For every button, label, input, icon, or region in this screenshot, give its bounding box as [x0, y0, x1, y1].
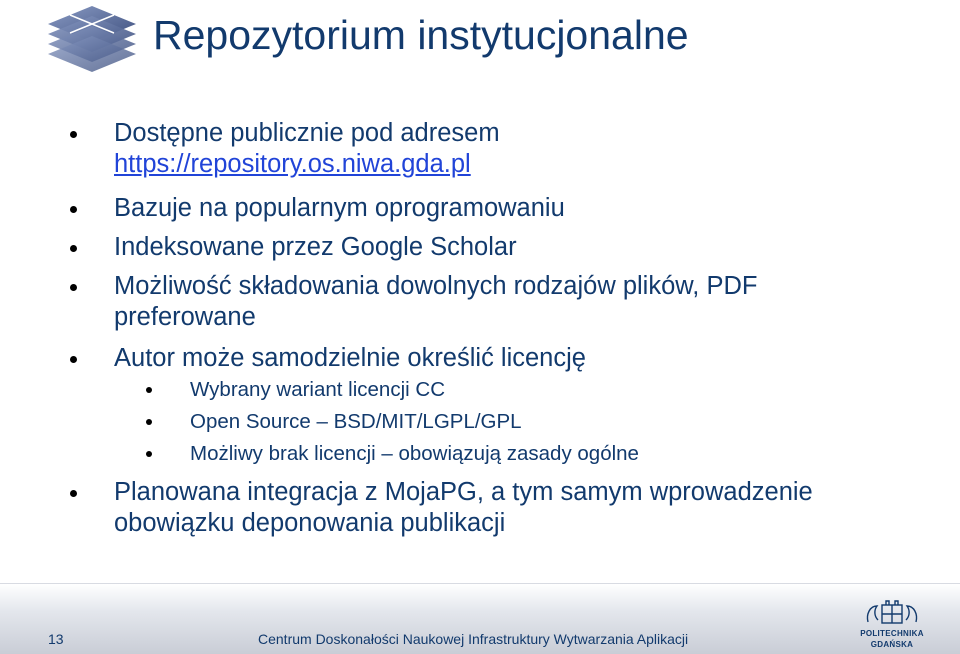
university-name-line2: GDAŃSKA [870, 640, 914, 649]
bullet-text: Autor może samodzielnie określić licencję [114, 344, 586, 372]
bullet-text: Możliwość składowania dowolnych rodzajów plików, PDF preferowane [114, 272, 758, 331]
stacked-layers-logo-icon [46, 4, 138, 76]
sub-bullet-text: Wybrany wariant licencji CC [190, 378, 445, 401]
sub-bullet-item [0, 406, 890, 438]
bullet-item [0, 193, 874, 224]
bullet-dot-icon [70, 131, 77, 138]
bullet-dot-icon [70, 206, 77, 213]
sub-bullet-dot-icon [146, 419, 152, 425]
repository-link[interactable]: https://repository.os.niwa.gda.pl [114, 150, 471, 178]
university-name-line1: POLITECHNIKA [860, 629, 924, 638]
sub-bullet-text: Możliwy brak licencji – obowiązują zasady ogólne [190, 442, 639, 465]
bullet-text: Planowana integracja z MojaPG, a tym samym wprowadzenie obowiązku deponowania publikacji [114, 478, 813, 537]
sub-bullet-item [0, 438, 890, 470]
page-number: 13 [48, 631, 64, 647]
footer-text: Centrum Doskonałości Naukowej Infrastruktury Wytwarzania Aplikacji [258, 631, 689, 647]
bullet-item [0, 232, 874, 263]
bullet-item [0, 477, 834, 539]
sub-bullet-item [0, 374, 890, 406]
sub-bullet-dot-icon [146, 451, 152, 457]
bullet-dot-icon [70, 245, 77, 252]
sub-bullet-text: Open Source – BSD/MIT/LGPL/GPL [190, 410, 522, 433]
bullet-text: Bazuje na popularnym oprogramowaniu [114, 194, 565, 222]
bullet-text: Indeksowane przez Google Scholar [114, 233, 517, 261]
bullet-dot-icon [70, 490, 77, 497]
university-logo [857, 598, 927, 653]
politechnika-gdanska-emblem-icon [862, 598, 922, 628]
bullet-item [0, 271, 844, 333]
bullet-text: Dostępne publicznie pod adresem [114, 119, 500, 147]
bullet-item [0, 343, 874, 374]
bullet-dot-icon [70, 356, 77, 363]
slide-title: Repozytorium instytucjonalne [153, 12, 689, 58]
bullet-list [0, 118, 960, 539]
bullet-item [0, 118, 874, 180]
sub-bullet-dot-icon [146, 387, 152, 393]
bullet-dot-icon [70, 284, 77, 291]
